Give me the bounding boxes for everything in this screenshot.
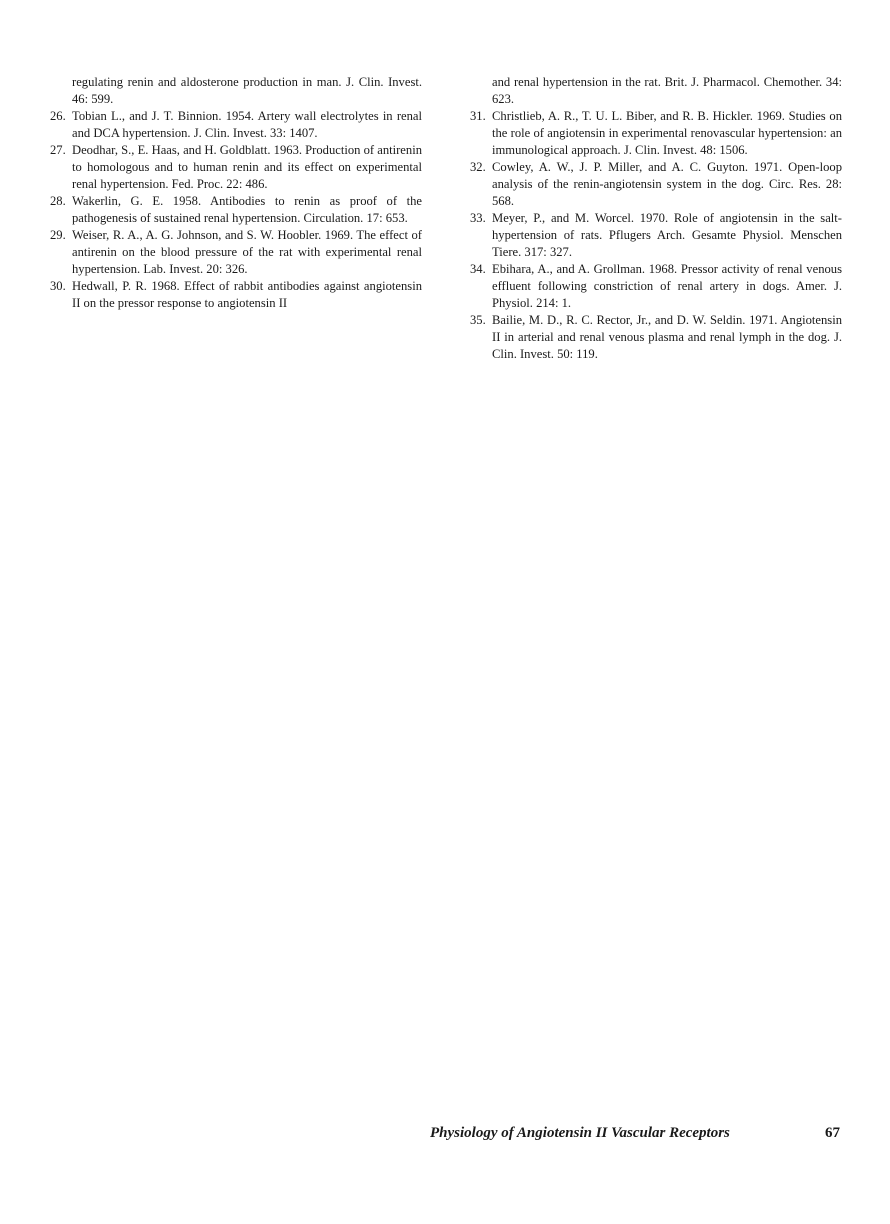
reference-number: 26. [50, 109, 66, 123]
reference-number: 31. [470, 109, 486, 123]
reference-number: 29. [50, 228, 66, 242]
reference-number: 30. [50, 279, 66, 293]
reference-text: Deodhar, S., E. Haas, and H. Goldblatt. 1963. Production of antirenin to homologous and to human renin and its effect on experimental renal hypertension. Fed. Proc. 22: 486. [72, 143, 422, 191]
reference-text: Cowley, A. W., J. P. Miller, and A. C. Guyton. 1971. Open-loop analysis of the renin-angiotensin system in the dog. Circ. Res. 28: 568. [492, 160, 842, 208]
reference-text: Ebihara, A., and A. Grollman. 1968. Pressor activity of renal venous effluent following constriction of renal artery in dogs. Amer. J. Physiol. 214: 1. [492, 262, 842, 310]
reference-text: Meyer, P., and M. Worcel. 1970. Role of angiotensin in the salt-hypertension of rats. Pflugers Arch. Gesamte Physiol. Menschen Tiere. 317: 327. [492, 211, 842, 259]
reference-item [470, 210, 842, 261]
reference-column-right [470, 74, 842, 363]
running-title: Physiology of Angiotensin II Vascular Receptors [430, 1125, 730, 1141]
reference-text: Christlieb, A. R., T. U. L. Biber, and R. B. Hickler. 1969. Studies on the role of angiotensin in experimental renovascular hypertension: an immunological approach. J. Clin. Invest. 48: 1506. [492, 109, 842, 157]
reference-item [50, 227, 422, 278]
reference-text: and renal hypertension in the rat. Brit. J. Pharmacol. Chemother. 34: 623. [492, 75, 842, 106]
reference-number: 28. [50, 194, 66, 208]
reference-item [470, 159, 842, 210]
reference-text: Tobian L., and J. T. Binnion. 1954. Artery wall electrolytes in renal and DCA hypertension. J. Clin. Invest. 33: 1407. [72, 109, 422, 140]
page-number: 67 [825, 1125, 840, 1141]
reference-column-left [50, 74, 422, 312]
reference-number: 34. [470, 262, 486, 276]
reference-item [50, 108, 422, 142]
reference-number: 35. [470, 313, 486, 327]
reference-item [470, 108, 842, 159]
reference-item [50, 142, 422, 193]
reference-number: 27. [50, 143, 66, 157]
reference-item [50, 74, 422, 108]
reference-item [470, 312, 842, 363]
reference-item [470, 261, 842, 312]
reference-item [50, 278, 422, 312]
reference-text: Weiser, R. A., A. G. Johnson, and S. W. Hoobler. 1969. The effect of antirenin on the blood pressure of the rat with experimental renal hypertension. Lab. Invest. 20: 326. [72, 228, 422, 276]
reference-text: Hedwall, P. R. 1968. Effect of rabbit antibodies against angiotensin II on the pressor response to angiotensin II [72, 279, 422, 310]
reference-text: regulating renin and aldosterone production in man. J. Clin. Invest. 46: 599. [72, 75, 422, 106]
reference-text: Bailie, M. D., R. C. Rector, Jr., and D. W. Seldin. 1971. Angiotensin II in arterial and renal venous plasma and renal lymph in the dog. J. Clin. Invest. 50: 119. [492, 313, 842, 361]
reference-text: Wakerlin, G. E. 1958. Antibodies to renin as proof of the pathogenesis of sustained renal hypertension. Circulation. 17: 653. [72, 194, 422, 225]
reference-item [50, 193, 422, 227]
reference-number: 33. [470, 211, 486, 225]
reference-item [470, 74, 842, 108]
reference-number: 32. [470, 160, 486, 174]
